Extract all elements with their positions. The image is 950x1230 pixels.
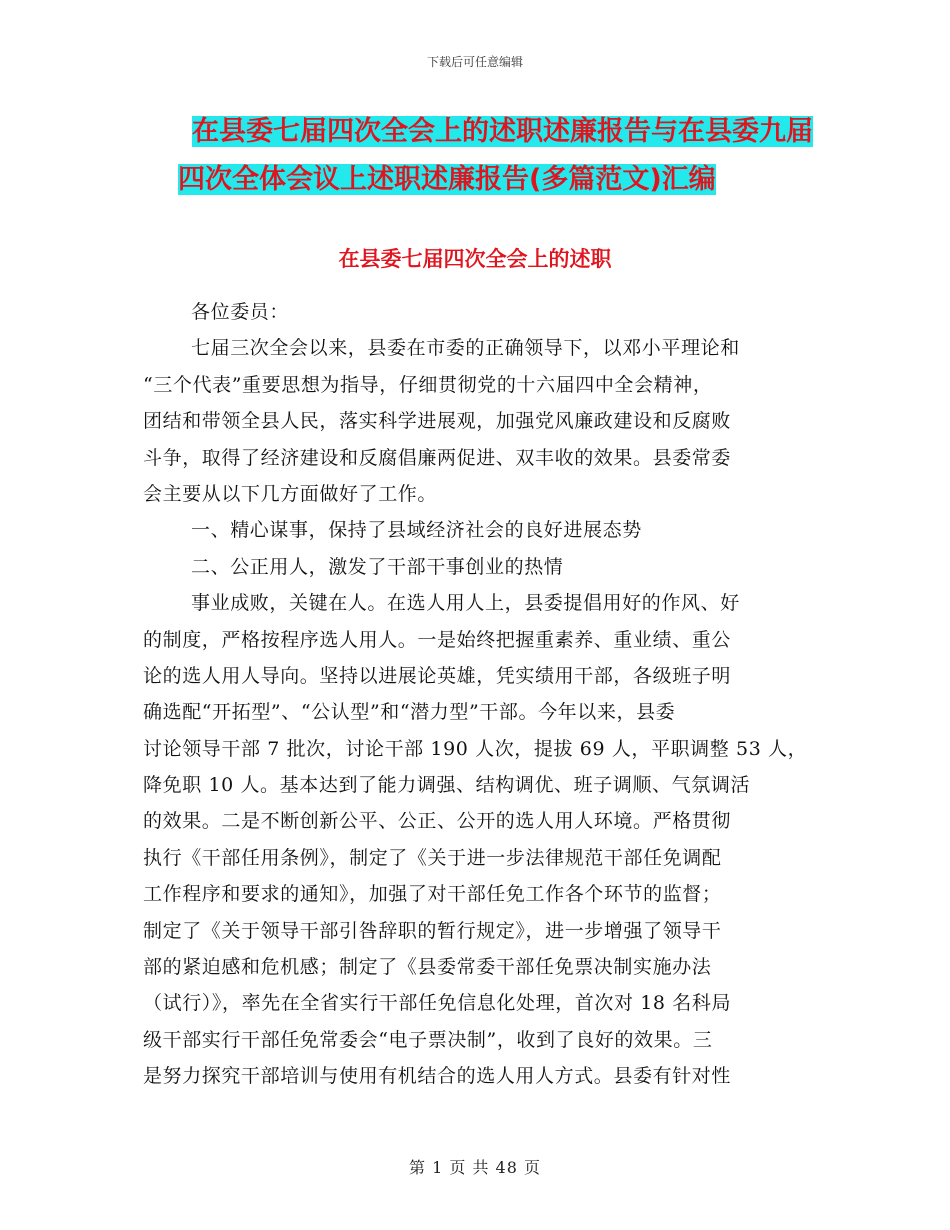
text-line: 各位委员：: [191, 301, 290, 323]
text-line: 部的紧迫感和危机感；制定了《县委常委干部任免票决制实施办法: [143, 956, 712, 979]
text-line: 会主要从以下几方面做好了工作。: [143, 482, 438, 505]
text-line: 的效果。二是不断创新公平、公正、公开的选人用人环境。严格贯彻: [143, 810, 732, 833]
text-line: 论的选人用人导向。坚持以进展论英雄，凭实绩用干部，各级班子明: [143, 664, 732, 687]
text-line: 斗争，取得了经济建设和反腐倡廉两促进、双丰收的效果。县委常委: [143, 446, 732, 469]
text-line: （试行）》，率先在全省实行干部任免信息化处理，首次对 18 名科局: [143, 992, 732, 1015]
text-line: 是努力探究干部培训与使用有机结合的选人用人方式。县委有针对性: [143, 1065, 732, 1088]
text-line: 工作程序和要求的通知》，加强了对干部任免工作各个环节的监督；: [143, 883, 722, 906]
document-title: [150, 108, 830, 204]
text-line: 讨论领导干部 7 批次，讨论干部 190 人次，提拔 69 人，平职调整 53 人，: [143, 737, 808, 760]
section-title: 在县委七届四次全会上的述职: [338, 247, 612, 271]
text-line: 制定了《关于领导干部引咎辞职的暂行规定》，进一步增强了领导干: [143, 919, 722, 942]
page-footer: 第 1 页 共 48 页: [409, 1158, 541, 1177]
text-line: “三个代表”重要思想为指导，仔细贯彻党的十六届四中全会精神，: [143, 373, 713, 396]
text-line: 七届三次全会以来，县委在市委的正确领导下，以邓小平理论和: [191, 337, 740, 360]
text-line: 级干部实行干部任免常委会“电子票决制”，收到了良好的效果。三: [143, 1028, 713, 1051]
title-line-2: 四次全体会议上述职述廉报告(多篇范文)汇编: [178, 164, 716, 195]
text-line: 一、精心谋事，保持了县域经济社会的良好进展态势: [191, 519, 642, 542]
body-text: [143, 294, 811, 1095]
header-note: 下载后可任意编辑: [426, 55, 523, 69]
text-line: 降免职 10 人。基本达到了能力调强、结构调优、班子调顺、气氛调活: [143, 774, 751, 797]
text-line: 确选配“开拓型”、“公认型”和“潜力型”干部。今年以来，县委: [143, 701, 676, 724]
title-line-1: 在县委七届四次全会上的述职述廉报告与在县委九届: [192, 116, 813, 147]
text-line: 团结和带领全县人民，落实科学进展观，加强党风廉政建设和反腐败: [143, 410, 732, 433]
text-line: 执行《干部任用条例》，制定了《关于进一步法律规范干部任免调配: [143, 846, 722, 869]
text-line: 的制度，严格按程序选人用人。一是始终把握重素养、重业绩、重公: [143, 628, 732, 651]
text-line: 事业成败，关键在人。在选人用人上，县委提倡用好的作风、好: [191, 592, 740, 615]
text-line: 二、公正用人，激发了干部干事创业的热情: [191, 555, 564, 578]
